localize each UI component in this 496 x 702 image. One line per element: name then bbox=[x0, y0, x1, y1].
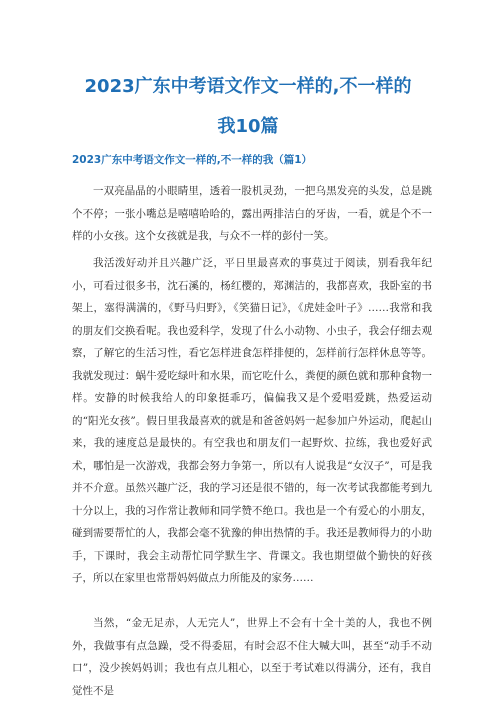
paragraph-2: 我活泼好动并且兴趣广泛，平日里最喜欢的事莫过于阅读，别看我年纪小，可看过很多书，沈石溪的，杨红樱的，郑渊洁的，我都喜欢，我卧室的书架上，塞得满满的，《野马归野》，《笑猫日记》，《虎娃金叶子》……我常和我的朋友们交换看呢。我也爱科学，发现了什么小动物、小虫子，我会仔细去观察，了解它的生活习性，看它怎样进食怎样排便的，怎样前行怎样休息等等。我就发现过：蜗牛爱吃绿叶和水果，而它吃什么，粪便的颜色就和那种食物一样。安静的时候我给人的印象挺乖巧，偏偏我又是个爱唱爱跳，热爱运动的“阳光女孩”。假日里我最喜欢的就是和爸爸妈妈一起参加户外运动，爬起山来，我的速度总是最快的。有空我也和朋友们一起野炊、拉练，我也爱好武术，哪怕是一次游戏，我都会努力争第一，所以有人说我是“女汉子”，可是我并不介意。虽然兴趣广泛，我的学习还是很不错的，每一次考试我都能考到九十分以上，我的习作常让教师和同学赞不绝口。我也是一个有爱心的小朋友，碰到需要帮忙的人，我都会毫不犹豫的伸出热情的手。我还是教师得力的小助手，下课时，我会主动帮忙同学默生字、背课文。我也期望做个勤快的好孩子，所以在家里也常帮妈妈做点力所能及的家务…… bbox=[72, 257, 432, 584]
paragraph-3: 当然，“金无足赤，人无完人”，世界上不会有十全十美的人，我也不例外，我做事有点急躁，受不得委屈，有时会忍不住大喊大叫，甚至“动手不动口”，没少挨妈妈训；我也有点儿粗心，以至于考试难以得满分，还有，我自觉性不是 bbox=[72, 617, 432, 697]
section-heading: 2023广东中考语文作文一样的,不一样的我（篇1） bbox=[72, 154, 313, 166]
document-title-line-1: 2023广东中考语文作文一样的,不一样的 bbox=[84, 76, 412, 97]
document-title-line-2: 我10篇 bbox=[217, 116, 279, 137]
paragraph-1: 一双亮晶晶的小眼睛里，透着一股机灵劲，一把乌黑发亮的头发，总是跳个不停；一张小嘴总是嘻嘻哈哈的，露出两排洁白的牙齿，一看，就是个不一样的小女孩。这个女孩就是我，与众不一样的彭付一笑。 bbox=[72, 185, 432, 242]
